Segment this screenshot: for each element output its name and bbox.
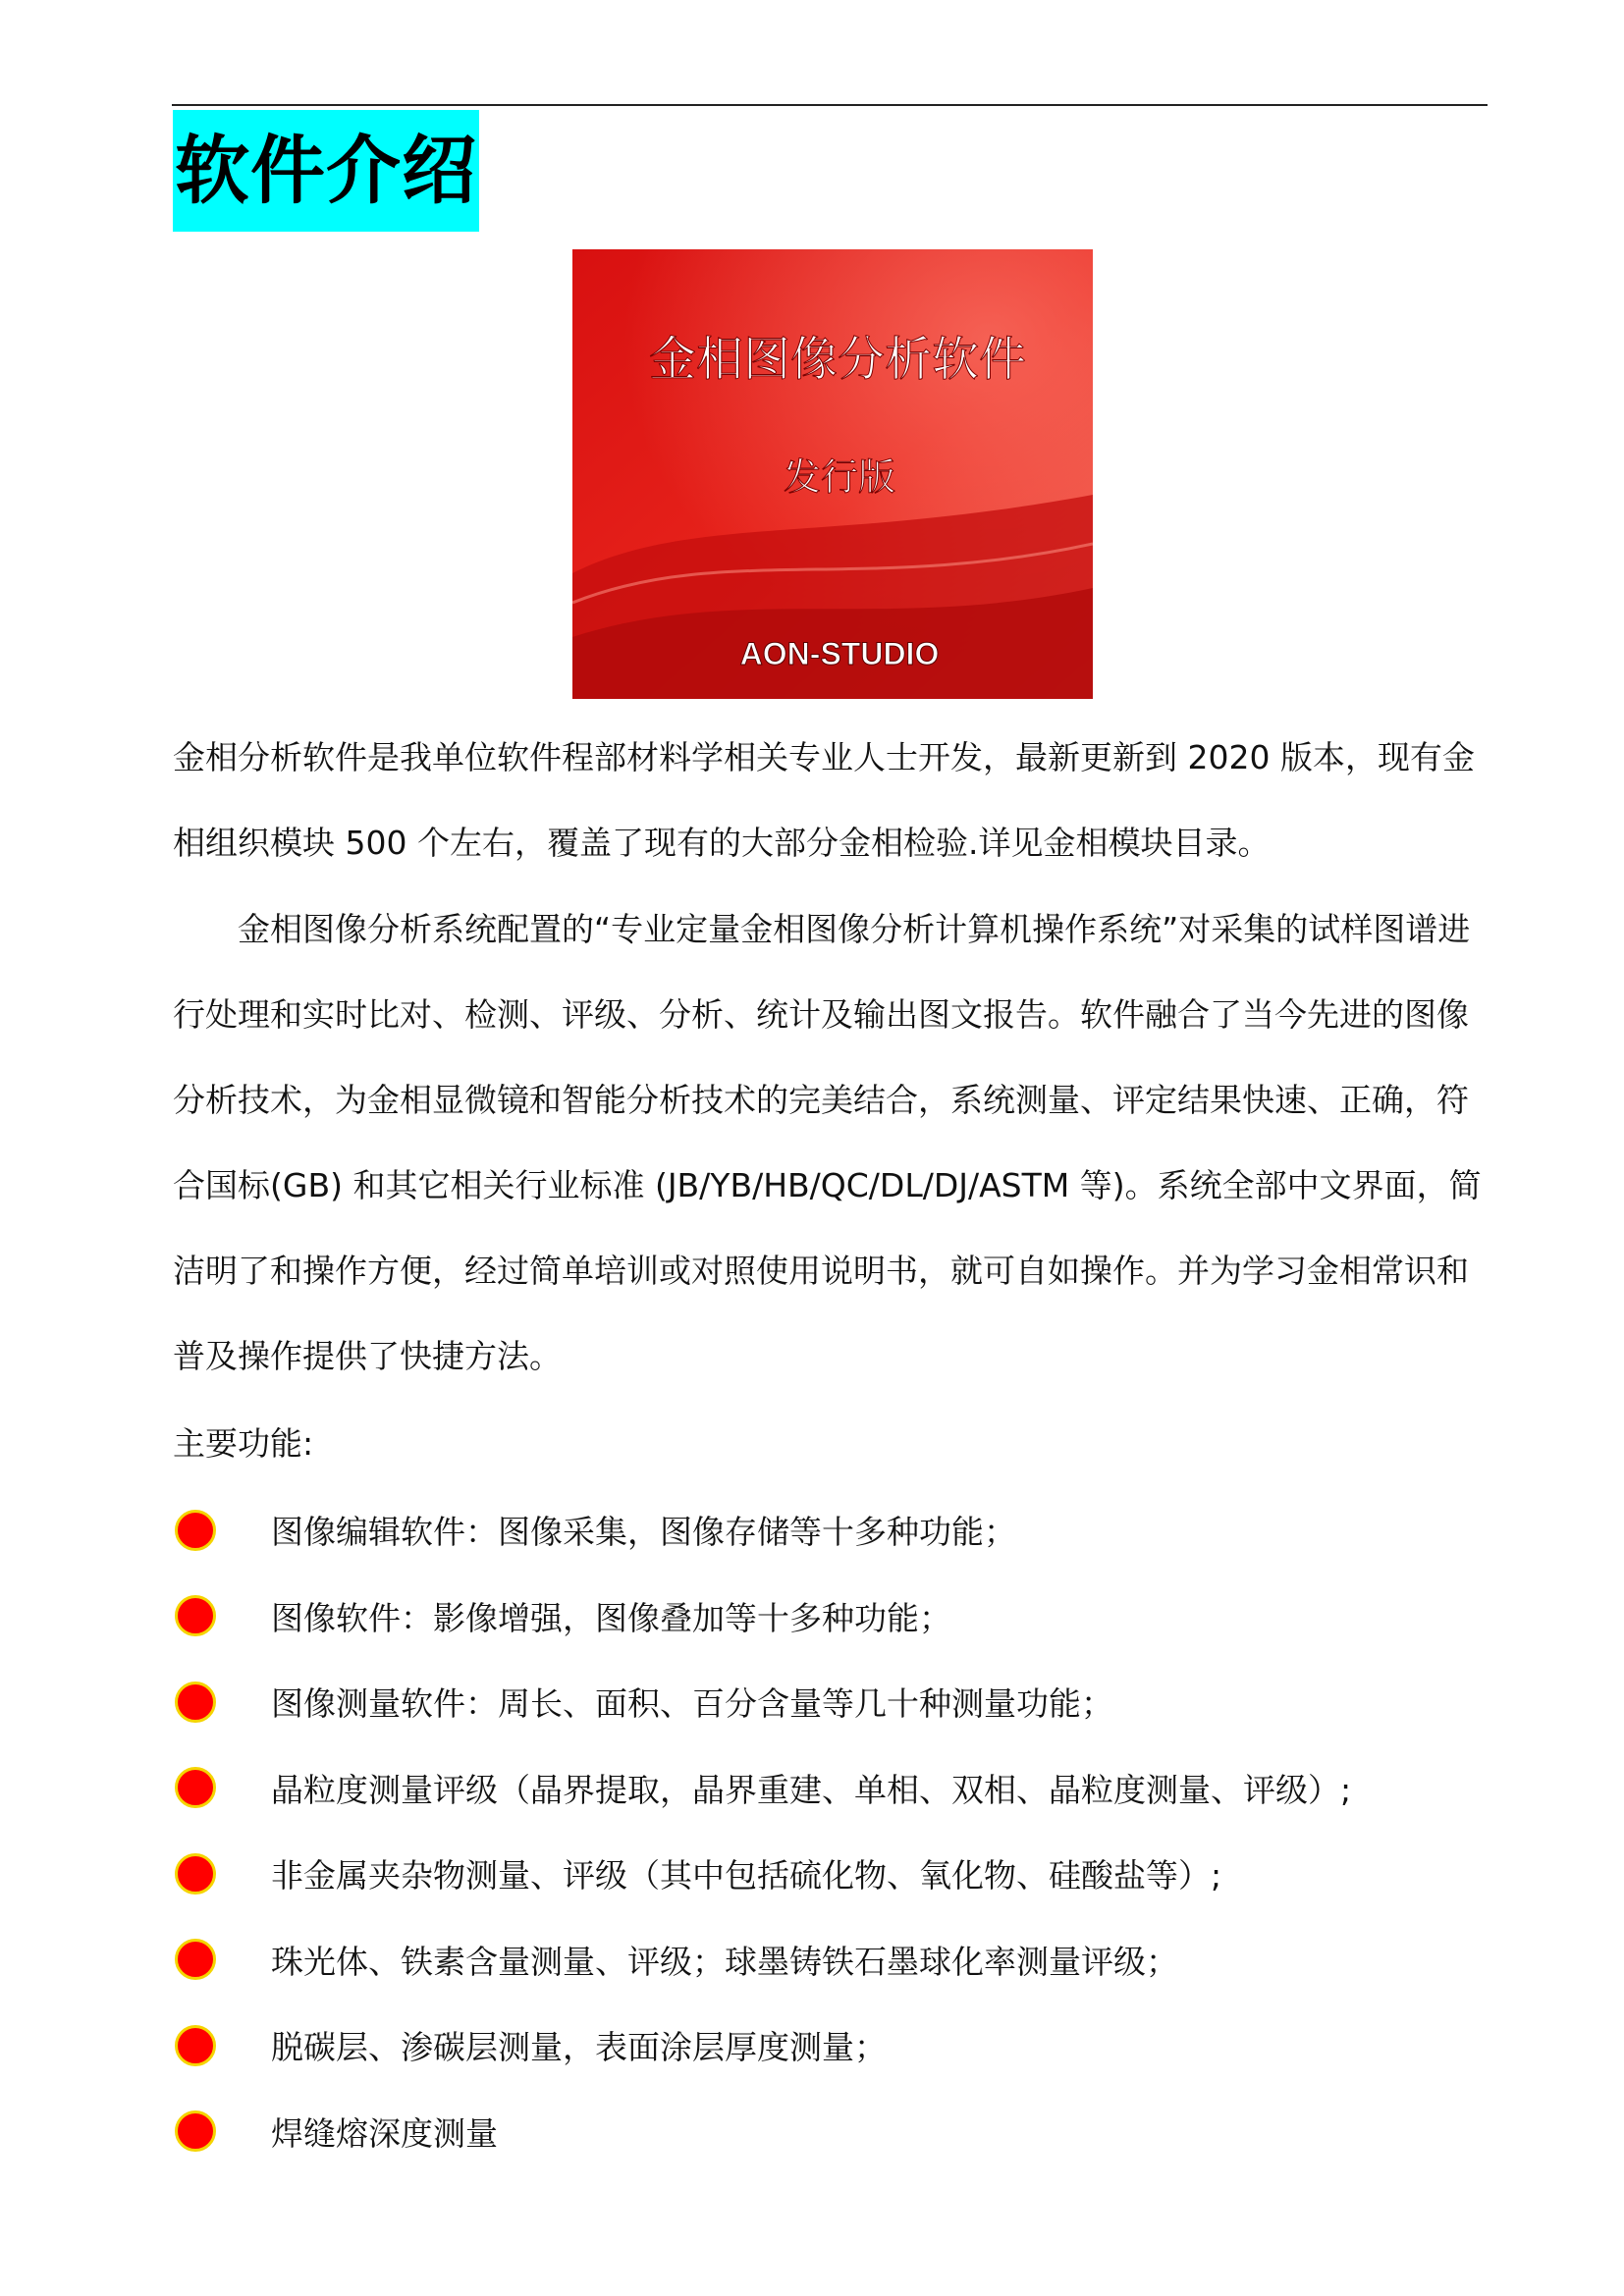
feature-text: 非金属夹杂物测量、评级（其中包括硫化物、氧化物、硅酸盐等）; xyxy=(271,1856,1222,1896)
intro-paragraph-1: 金相分析软件是我单位软件程部材料学相关专业人士开发，最新更新到 2020 版本，现有金相组织模块 500 个左右，覆盖了现有的大部分金相检验.详见金相模块目录。 xyxy=(173,738,1475,862)
feature-list xyxy=(173,1487,1352,2174)
intro-paragraph-2: 金相图像分析系统配置的“专业定量金相图像分析计算机操作系统”对采集的试样图谱进行处理和实时比对、检测、评级、分析、统计及输出图文报告。软件融合了当今先进的图像分析技术，为金相显微镜和智能分析技术的完美结合，系统测量、评定结果快速、正确，符合国标(GB) 和其它相关行业标准 (JB/YB/HB/QC/DL/DJ/ASTM 等)。系统全部中文界面，简洁明了和操作方便，经过简单培训或对照使用说明书，就可自如操作。并为学习金相常识和普及操作提供了快捷方法。 xyxy=(173,910,1482,1375)
list-item xyxy=(173,1831,1222,1917)
cover-edition: 发行版 xyxy=(783,455,896,499)
bullet-icon xyxy=(175,1595,216,1636)
page-title: 软件介绍 xyxy=(175,127,477,214)
software-cover-image xyxy=(572,249,1093,699)
bullet-icon xyxy=(175,1767,216,1808)
feature-text: 晶粒度测量评级（晶界提取，晶界重建、单相、双相、晶粒度测量、评级）; xyxy=(271,1770,1352,1809)
bullet-icon xyxy=(175,2110,216,2152)
feature-text: 图像编辑软件：图像采集，图像存储等十多种功能； xyxy=(271,1513,1016,1552)
feature-text: 焊缝熔深度测量 xyxy=(271,2113,498,2153)
cover-title: 金相图像分析软件 xyxy=(648,332,1027,387)
bullet-icon xyxy=(175,1682,216,1723)
feature-text: 图像软件：影像增强，图像叠加等十多种功能； xyxy=(271,1598,951,1637)
feature-text: 珠光体、铁素含量测量、评级；球墨铸铁石墨球化率测量评级； xyxy=(271,1942,1178,1981)
list-item xyxy=(173,1917,1178,2003)
list-item xyxy=(173,1745,1352,1832)
cover-studio: AON-STUDIO xyxy=(739,636,940,671)
feature-text: 脱碳层、渗碳层测量，表面涂层厚度测量； xyxy=(271,2028,887,2067)
feature-text: 图像测量软件：周长、面积、百分含量等几十种测量功能； xyxy=(271,1684,1113,1724)
bullet-icon xyxy=(175,1939,216,1980)
bullet-icon xyxy=(175,2025,216,2066)
list-item xyxy=(173,2002,887,2089)
list-item xyxy=(173,1574,951,1660)
list-item xyxy=(173,1659,1113,1745)
bullet-icon xyxy=(175,1510,216,1551)
title-highlight xyxy=(173,110,479,232)
features-heading: 主要功能: xyxy=(173,1424,314,1463)
top-rule xyxy=(172,104,1488,106)
list-item xyxy=(173,2089,498,2175)
list-item xyxy=(173,1487,1016,1574)
bullet-icon xyxy=(175,1853,216,1895)
